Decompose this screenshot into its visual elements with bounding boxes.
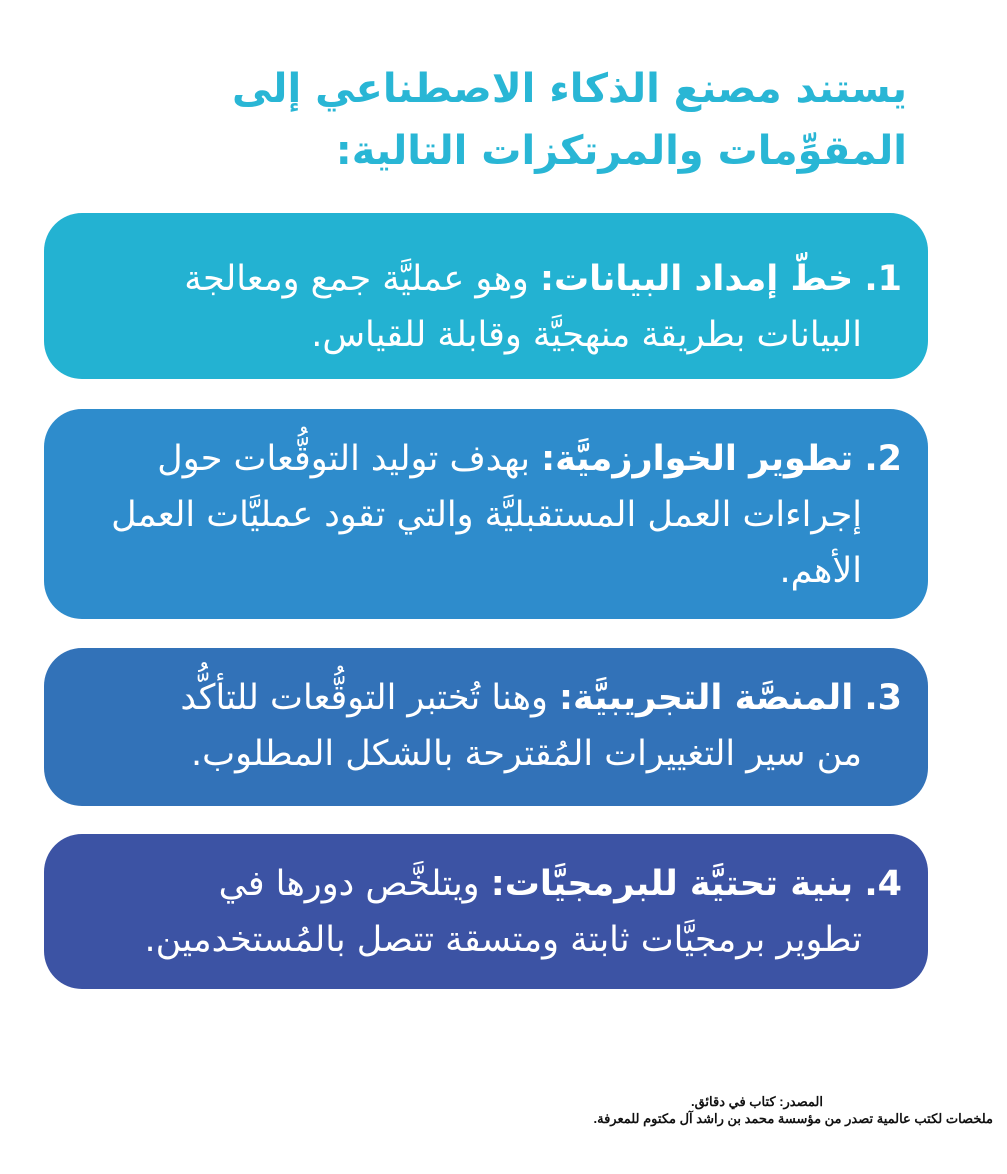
item-2-text-rest: إجراءات العمل المستقبليَّة والتي تقود عمليَّات العمل الأهم. xyxy=(111,495,862,591)
item-2-text-first: بهدف توليد التوقُّعات حول xyxy=(157,439,530,479)
item-4-title: بنية تحتيَّة للبرمجيَّات: xyxy=(490,864,854,904)
item-4-text-first: ويتلخَّص دورها في xyxy=(218,864,480,904)
item-1-text-first: وهو عمليَّة جمع ومعالجة xyxy=(184,259,529,299)
item-3-text-rest: من سير التغييرات المُقترحة بالشكل المطلوب. xyxy=(191,734,862,774)
item-4-paragraph xyxy=(104,856,902,968)
item-card-4 xyxy=(44,834,928,989)
item-4-number: 4. xyxy=(864,864,902,904)
item-2-title: تطوير الخوارزميَّة: xyxy=(541,439,854,479)
source-line-2: ملخصات لكتب عالمية تصدر من مؤسسة محمد بن راشد آل مكتوم للمعرفة. xyxy=(593,1111,993,1126)
item-3-text-first: وهنا تُختبر التوقُّعات للتأكُّد xyxy=(180,678,548,718)
page-heading: يستند مصنع الذكاء الاصطناعي إلى المقوِّمات والمرتكزات التالية: xyxy=(231,66,907,174)
source-line-1: المصدر: كتاب في دقائق. xyxy=(690,1094,823,1109)
item-1-text-rest: البيانات بطريقة منهجيَّة وقابلة للقياس. xyxy=(311,315,862,355)
source-note xyxy=(594,1093,994,1127)
item-3-number: 3. xyxy=(864,678,902,718)
item-2-paragraph xyxy=(104,431,902,599)
item-card-3 xyxy=(44,648,928,806)
item-4-text-rest: تطوير برمجيَّات ثابتة ومتسقة تتصل بالمُستخدمين. xyxy=(144,920,862,960)
item-1-number: 1. xyxy=(864,259,902,299)
item-3-title: المنصَّة التجريبيَّة: xyxy=(559,678,854,718)
item-1-paragraph xyxy=(104,251,902,363)
item-card-1 xyxy=(44,213,928,379)
item-card-2 xyxy=(44,409,928,619)
item-1-title: خطّ إمداد البيانات: xyxy=(539,259,854,299)
item-2-number: 2. xyxy=(864,439,902,479)
item-3-paragraph xyxy=(104,670,902,782)
